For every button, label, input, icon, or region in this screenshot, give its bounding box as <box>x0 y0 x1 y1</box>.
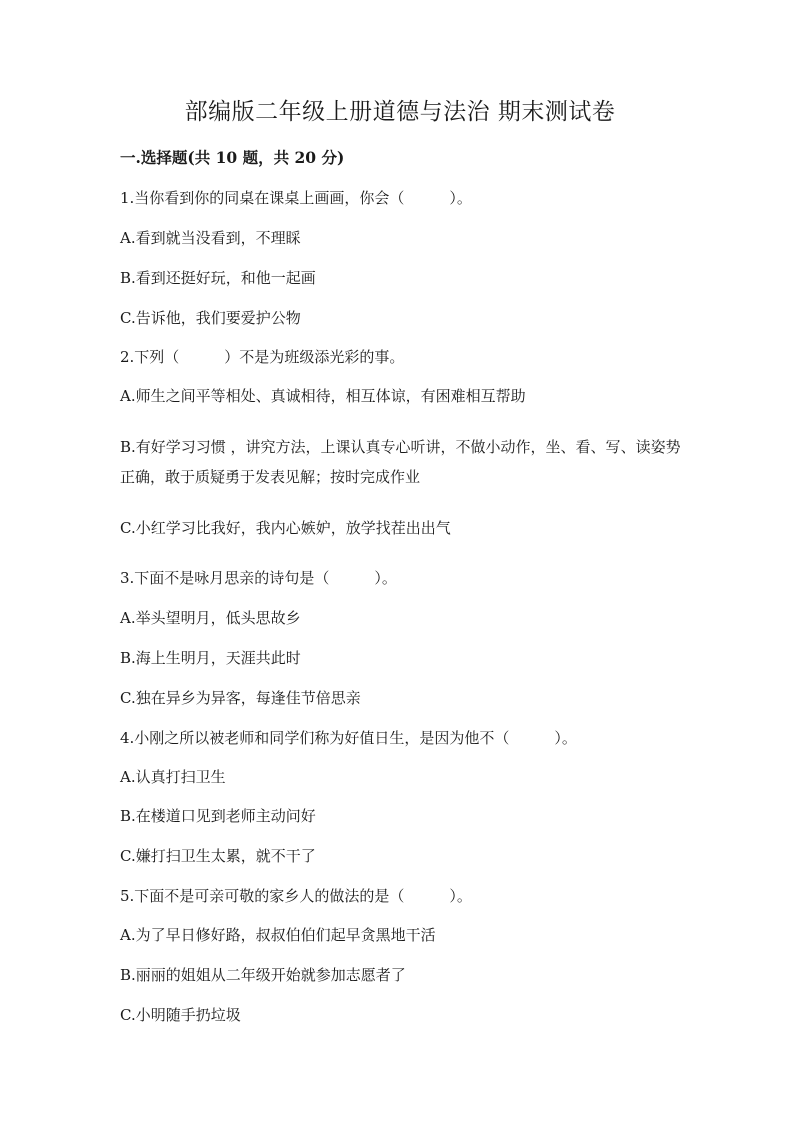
question-5-option-a: A.为了早日修好路，叔叔伯伯们起早贪黑地干活 <box>120 926 436 944</box>
section-header: 一.选择题(共 10 题，共 20 分) <box>120 148 345 167</box>
question-4-stem: 4.小刚之所以被老师和同学们称为好值日生，是因为他不（ ）。 <box>120 729 577 747</box>
exam-title: 部编版二年级上册道德与法治 期末测试卷 <box>184 99 616 125</box>
question-5-option-b: B.丽丽的姐姐从二年级开始就参加志愿者了 <box>120 966 406 984</box>
question-1-option-a: A.看到就当没看到，不理睬 <box>120 229 301 247</box>
question-2-stem: 2.下列（ ）不是为班级添光彩的事。 <box>120 348 405 366</box>
question-5-option-c: C.小明随手扔垃圾 <box>120 1006 241 1024</box>
question-5-stem: 5.下面不是可亲可敬的家乡人的做法的是（ ）。 <box>120 887 472 905</box>
question-4-option-c: C.嫌打扫卫生太累，就不干了 <box>120 847 316 865</box>
question-3-stem: 3.下面不是咏月思亲的诗句是（ ）。 <box>120 569 397 587</box>
question-1-stem: 1.当你看到你的同桌在课桌上画画，你会（ ）。 <box>120 189 472 207</box>
question-3-option-c: C.独在异乡为异客，每逢佳节倍思亲 <box>120 689 361 707</box>
question-4-option-b: B.在楼道口见到老师主动问好 <box>120 807 316 825</box>
question-1-option-b: B.看到还挺好玩，和他一起画 <box>120 269 316 287</box>
question-2-option-a: A.师生之间平等相处、真诚相待，相互体谅，有困难相互帮助 <box>120 387 526 405</box>
question-4-option-a: A.认真打扫卫生 <box>120 768 226 786</box>
question-1-option-c: C.告诉他，我们要爱护公物 <box>120 309 301 327</box>
question-3-option-a: A.举头望明月，低头思故乡 <box>120 609 301 627</box>
question-2-option-c: C.小红学习比我好，我内心嫉妒，放学找茬出出气 <box>120 519 451 537</box>
question-2-option-b: B.有好学习习惯 ，讲究方法，上课认真专心听讲，不做小动作，坐、看、写、读姿势正确，敢于质疑勇于发表见解；按时完成作业 <box>120 438 681 486</box>
question-3-option-b: B.海上生明月，天涯共此时 <box>120 649 301 667</box>
